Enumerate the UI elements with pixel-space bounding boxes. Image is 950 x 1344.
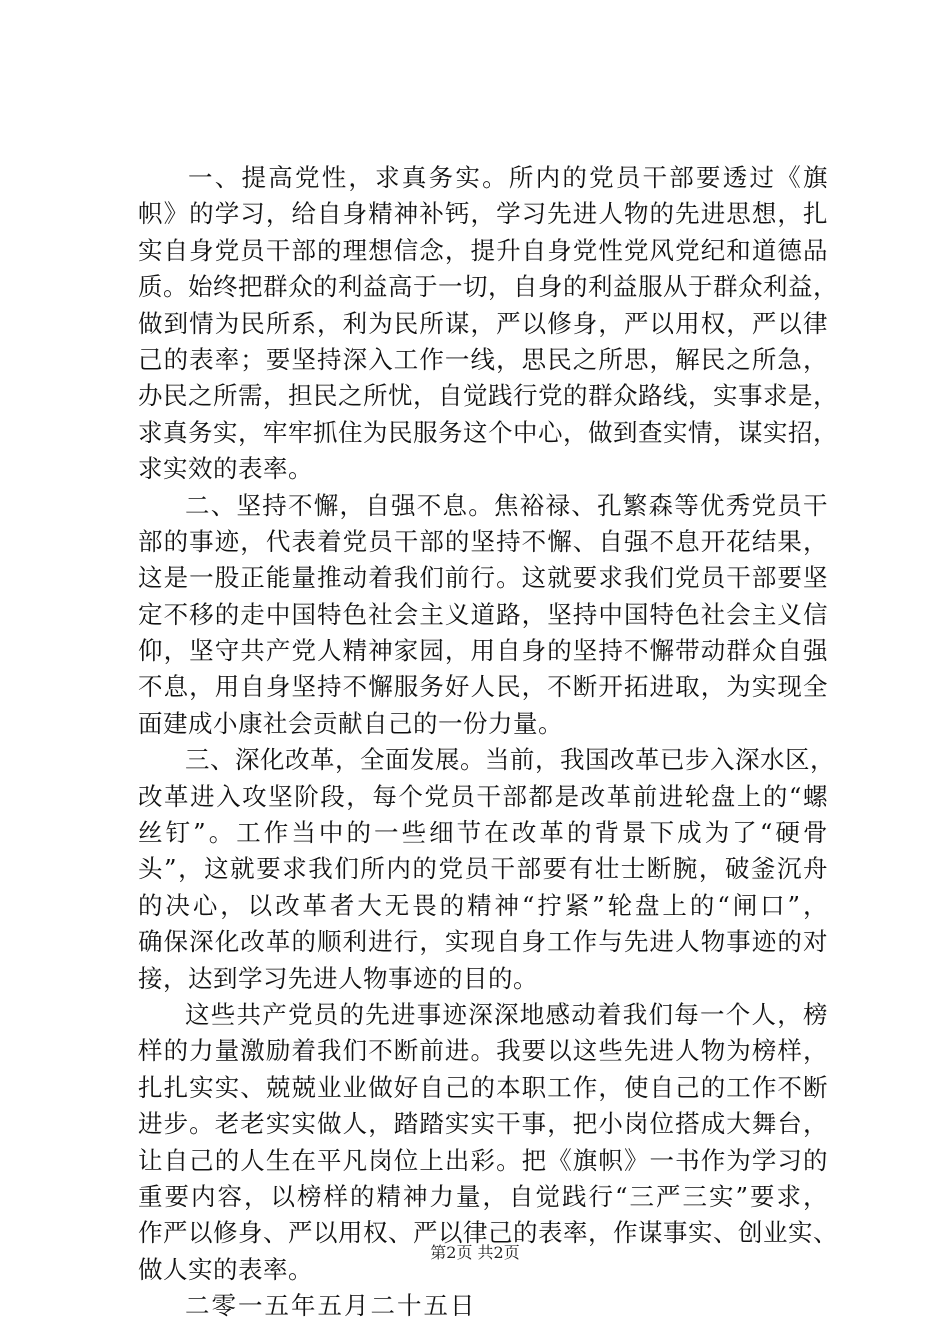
paragraph-line: 做到情为民所系，利为民所谋，严以修身，严以用权，严以律	[138, 308, 828, 338]
paragraph-line: 定不移的走中国特色社会主义道路，坚持中国特色社会主义信	[138, 599, 828, 629]
paragraph-line: 头”，这就要求我们所内的党员干部要有壮士断腕，破釜沉舟	[138, 854, 828, 884]
paragraph-line: 帜》的学习，给自身精神补钙，学习先进人物的先进思想，扎	[138, 199, 828, 229]
paragraph-line: 办民之所需，担民之所忧，自觉践行党的群众路线，实事求是，	[138, 381, 838, 411]
paragraph-line: 扎扎实实、兢兢业业做好自己的本职工作，使自己的工作不断	[138, 1072, 828, 1102]
paragraph-line: 二、坚持不懈，自强不息。焦裕禄、孔繁森等优秀党员干	[185, 490, 828, 520]
paragraph-line: 仰，坚守共产党人精神家园，用自身的坚持不懈带动群众自强	[138, 636, 828, 666]
paragraph-line: 样的力量激励着我们不断前进。我要以这些先进人物为榜样，	[138, 1036, 828, 1066]
paragraph-line: 这是一股正能量推动着我们前行。这就要求我们党员干部要坚	[138, 563, 828, 593]
paragraph-line: 己的表率；要坚持深入工作一线，思民之所思，解民之所急，	[138, 344, 828, 374]
document-date: 二零一五年五月二十五日	[185, 1291, 477, 1321]
paragraph-line: 质。始终把群众的利益高于一切，自身的利益服从于群众利益，	[138, 272, 838, 302]
paragraph	[138, 160, 838, 488]
paragraph-line: 部的事迹，代表着党员干部的坚持不懈、自强不息开花结果，	[138, 526, 828, 556]
paragraph-line: 改革进入攻坚阶段，每个党员干部都是改革前进轮盘上的“螺	[138, 781, 828, 811]
paragraph-line: 丝钉”。工作当中的一些细节在改革的背景下成为了“硬骨	[138, 818, 828, 848]
paragraph-line: 不息，用自身坚持不懈服务好人民，不断开拓进取，为实现全	[138, 672, 828, 702]
paragraph	[138, 742, 835, 997]
paragraph-line: 让自己的人生在平凡岗位上出彩。把《旗帜》一书作为学习的	[138, 1145, 828, 1175]
paragraph	[138, 488, 828, 743]
paragraph-line: 确保深化改革的顺利进行，实现自身工作与先进人物事迹的对	[138, 927, 828, 957]
document-body	[138, 160, 838, 1325]
paragraph-list	[138, 160, 838, 1288]
page-number-footer: 第2页 共2页	[430, 1243, 520, 1262]
paragraph-line: 作严以修身、严以用权、严以律己的表率，作谋事实、创业实、	[138, 1218, 838, 1248]
paragraph-line: 面建成小康社会贡献自己的一份力量。	[138, 708, 563, 738]
paragraph-line: 实自身党员干部的理想信念，提升自身党性党风党纪和道德品	[138, 235, 828, 265]
paragraph-line: 这些共产党员的先进事迹深深地感动着我们每一个人，榜	[185, 999, 828, 1029]
paragraph-line: 求真务实，牢牢抓住为民服务这个中心，做到查实情，谋实招，	[138, 417, 838, 447]
paragraph-line: 做人实的表率。	[138, 1254, 313, 1284]
paragraph-line: 接，达到学习先进人物事迹的目的。	[138, 963, 538, 993]
paragraph-line: 重要内容，以榜样的精神力量，自觉践行“三严三实”要求，	[138, 1181, 828, 1211]
paragraph-line: 的决心，以改革者大无畏的精神“拧紧”轮盘上的“闸口”，	[138, 890, 828, 920]
paragraph-line: 进步。老老实实做人，踏踏实实干事，把小岗位搭成大舞台，	[138, 1109, 828, 1139]
paragraph-line: 求实效的表率。	[138, 454, 313, 484]
paragraph-line: 一、提高党性，求真务实。所内的党员干部要透过《旗	[188, 163, 828, 192]
paragraph-line: 三、深化改革，全面发展。当前，我国改革已步入深水区，	[185, 745, 835, 775]
